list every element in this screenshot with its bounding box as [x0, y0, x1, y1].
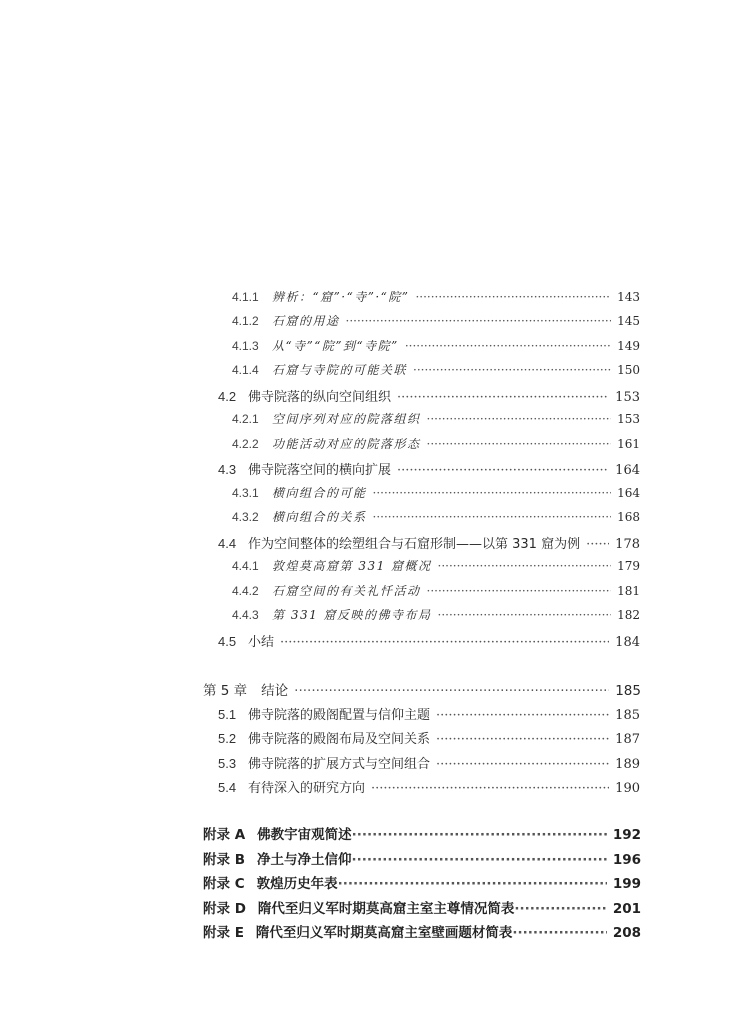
toc-entry-number: 4.3.2 [232, 510, 259, 524]
toc-leader-dots [438, 608, 612, 622]
toc-entry-number: 第 5 章 [203, 683, 248, 699]
toc-entry-page: 184 [615, 635, 640, 650]
toc-entry[interactable] [218, 631, 640, 650]
toc-entry-title: 从“寺”“院”到“寺院” [272, 339, 399, 353]
toc-entry-number: 附录 A [203, 827, 246, 843]
toc-leader-dots [346, 314, 612, 328]
toc-entry-page: 161 [617, 437, 640, 451]
toc-entry-page: 164 [615, 463, 640, 478]
toc-leader-dots [436, 708, 609, 723]
toc-entry-title: 隋代至归义军时期莫高窟主室壁画题材简表 [255, 925, 513, 941]
toc-entry[interactable] [232, 288, 640, 305]
toc-entry-page: 168 [617, 510, 640, 524]
toc-entry-page: 201 [612, 901, 641, 917]
toc-leader-dots [436, 732, 609, 747]
toc-leader-dots [514, 901, 606, 917]
toc-leader-dots [352, 852, 607, 868]
toc-entry-number: 4.1.4 [232, 363, 259, 377]
toc-entry-title: 石窟与寺院的可能关联 [272, 363, 408, 377]
toc-entry-number: 4.5 [218, 634, 237, 649]
toc-leader-dots [373, 510, 612, 524]
toc-entry[interactable] [232, 361, 640, 378]
toc-entry-number: 4.3 [218, 462, 237, 477]
toc-entry[interactable] [203, 848, 641, 868]
toc-entry-page: 189 [615, 757, 640, 772]
toc-entry-page: 150 [617, 363, 640, 377]
toc-leader-dots [427, 584, 612, 598]
toc-entry-page: 182 [617, 608, 640, 622]
toc-entry-title: 佛教宇宙观简述 [257, 827, 352, 843]
toc-entry-page: 145 [617, 314, 640, 328]
toc-entry-number: 4.4 [218, 536, 237, 551]
toc-entry-page: 185 [615, 708, 640, 723]
toc-entry-number: 4.4.3 [232, 608, 259, 622]
toc-entry-number: 5.3 [218, 756, 237, 771]
toc-entry-title: 佛寺院落的殿阁配置与信仰主题 [248, 708, 431, 723]
toc-leader-dots [436, 757, 609, 772]
toc-entry[interactable] [218, 533, 640, 552]
toc-entry[interactable] [232, 557, 640, 574]
toc-entry-title: 敦煌历史年表 [256, 876, 338, 892]
toc-entry-title: 佛寺院落的纵向空间组织 [248, 390, 392, 405]
toc-entry-number: 5.4 [218, 780, 237, 795]
toc-entry-title: 辨析：“窟”·“寺”·“院” [272, 290, 410, 304]
toc-entry-page: 192 [612, 827, 641, 843]
toc-entry-number: 4.3.1 [232, 486, 259, 500]
toc-entry-title: 横向组合的可能 [272, 486, 367, 500]
toc-entry-title: 功能活动对应的院落形态 [272, 437, 421, 451]
toc-entry-number: 5.2 [218, 731, 237, 746]
toc-entry-number: 4.4.2 [232, 584, 259, 598]
toc-entry-title: 横向组合的关系 [272, 510, 367, 524]
toc-leader-dots [427, 412, 612, 426]
toc-entry[interactable] [218, 386, 640, 405]
toc-entry-page: 143 [617, 290, 640, 304]
toc-leader-dots [397, 463, 609, 478]
toc-entry-number: 4.1.2 [232, 314, 259, 328]
toc-entry-page: 153 [615, 390, 640, 405]
toc-entry-number: 4.1.1 [232, 290, 259, 304]
toc-entry-title: 隋代至归义军时期莫高窟主室主尊情况简表 [257, 901, 515, 917]
toc-entry[interactable] [203, 823, 641, 843]
toc-entry-title: 作为空间整体的绘塑组合与石窟形制——以第 331 窟为例 [248, 537, 581, 552]
toc-leader-dots [294, 683, 609, 699]
toc-entry[interactable] [232, 508, 640, 525]
toc-entry-title: 敦煌莫高窟第 331 窟概况 [272, 559, 432, 573]
toc-entry-number: 4.4.1 [232, 559, 259, 573]
toc-entry-number: 4.2 [218, 389, 237, 404]
toc-entry[interactable] [232, 337, 640, 354]
toc-leader-dots [512, 925, 606, 941]
toc-entry-title: 第 331 窟反映的佛寺布局 [272, 608, 432, 622]
toc-entry[interactable] [232, 582, 640, 599]
toc-entry[interactable] [218, 459, 640, 478]
toc-entry[interactable] [203, 872, 641, 892]
toc-leader-dots [586, 537, 609, 552]
toc-entry-page: 178 [615, 537, 640, 552]
toc-entry[interactable] [232, 410, 640, 427]
toc-entry-page: 199 [612, 876, 641, 892]
toc-entry-number: 4.2.2 [232, 437, 259, 451]
toc-leader-dots [371, 781, 609, 796]
toc-entry-number: 附录 B [203, 852, 245, 868]
toc-entry[interactable] [203, 921, 641, 941]
toc-entry[interactable] [232, 312, 640, 329]
toc-entry-title: 佛寺院落的扩展方式与空间组合 [248, 757, 431, 772]
toc-entry[interactable] [218, 753, 640, 772]
toc-entry-page: 179 [617, 559, 640, 573]
toc-leader-dots [438, 559, 612, 573]
toc-entry[interactable] [232, 435, 640, 452]
toc-entry-page: 196 [612, 852, 641, 868]
toc-entry[interactable] [203, 679, 641, 699]
toc-leader-dots [415, 290, 611, 304]
toc-entry-number: 4.1.3 [232, 339, 259, 353]
toc-entry-title: 净土与净土信仰 [257, 852, 352, 868]
toc-entry-number: 4.2.1 [232, 412, 259, 426]
toc-entry-number: 5.1 [218, 707, 237, 722]
toc-entry-title: 小结 [248, 635, 275, 650]
toc-entry-title: 有待深入的研究方向 [248, 781, 366, 796]
toc-entry-title: 结论 [261, 683, 289, 699]
toc-entry-title: 石窟的用途 [272, 314, 340, 328]
toc-entry-page: 164 [617, 486, 640, 500]
toc-leader-dots [280, 635, 609, 650]
toc-entry-title: 石窟空间的有关礼忏活动 [272, 584, 421, 598]
toc-leader-dots [352, 827, 607, 843]
toc-entry-page: 181 [617, 584, 640, 598]
toc-leader-dots [413, 363, 611, 377]
toc-entry-page: 190 [615, 781, 640, 796]
toc-entry-title: 空间序列对应的院落组织 [272, 412, 421, 426]
toc-entry-page: 208 [612, 925, 641, 941]
toc-entry[interactable] [218, 777, 640, 796]
toc-entry-page: 185 [615, 683, 641, 699]
toc-entry-title: 佛寺院落空间的横向扩展 [248, 463, 392, 478]
toc-entry-title: 佛寺院落的殿阁布局及空间关系 [248, 732, 431, 747]
toc-entry-page: 187 [615, 732, 640, 747]
toc-leader-dots [397, 390, 609, 405]
toc-entry-number: 附录 C [203, 876, 245, 892]
toc-entry-number: 附录 E [203, 925, 244, 941]
toc-entry-number: 附录 D [203, 901, 246, 917]
toc-leader-dots [373, 486, 612, 500]
toc-leader-dots [405, 339, 611, 353]
toc-entry[interactable] [218, 704, 640, 723]
toc-entry-page: 149 [617, 339, 640, 353]
toc-entry[interactable] [232, 606, 640, 623]
toc-leader-dots [427, 437, 612, 451]
toc-entry[interactable] [232, 484, 640, 501]
toc-entry-page: 153 [617, 412, 640, 426]
toc-entry[interactable] [203, 897, 641, 917]
toc-leader-dots [338, 876, 607, 892]
toc-entry[interactable] [218, 728, 640, 747]
